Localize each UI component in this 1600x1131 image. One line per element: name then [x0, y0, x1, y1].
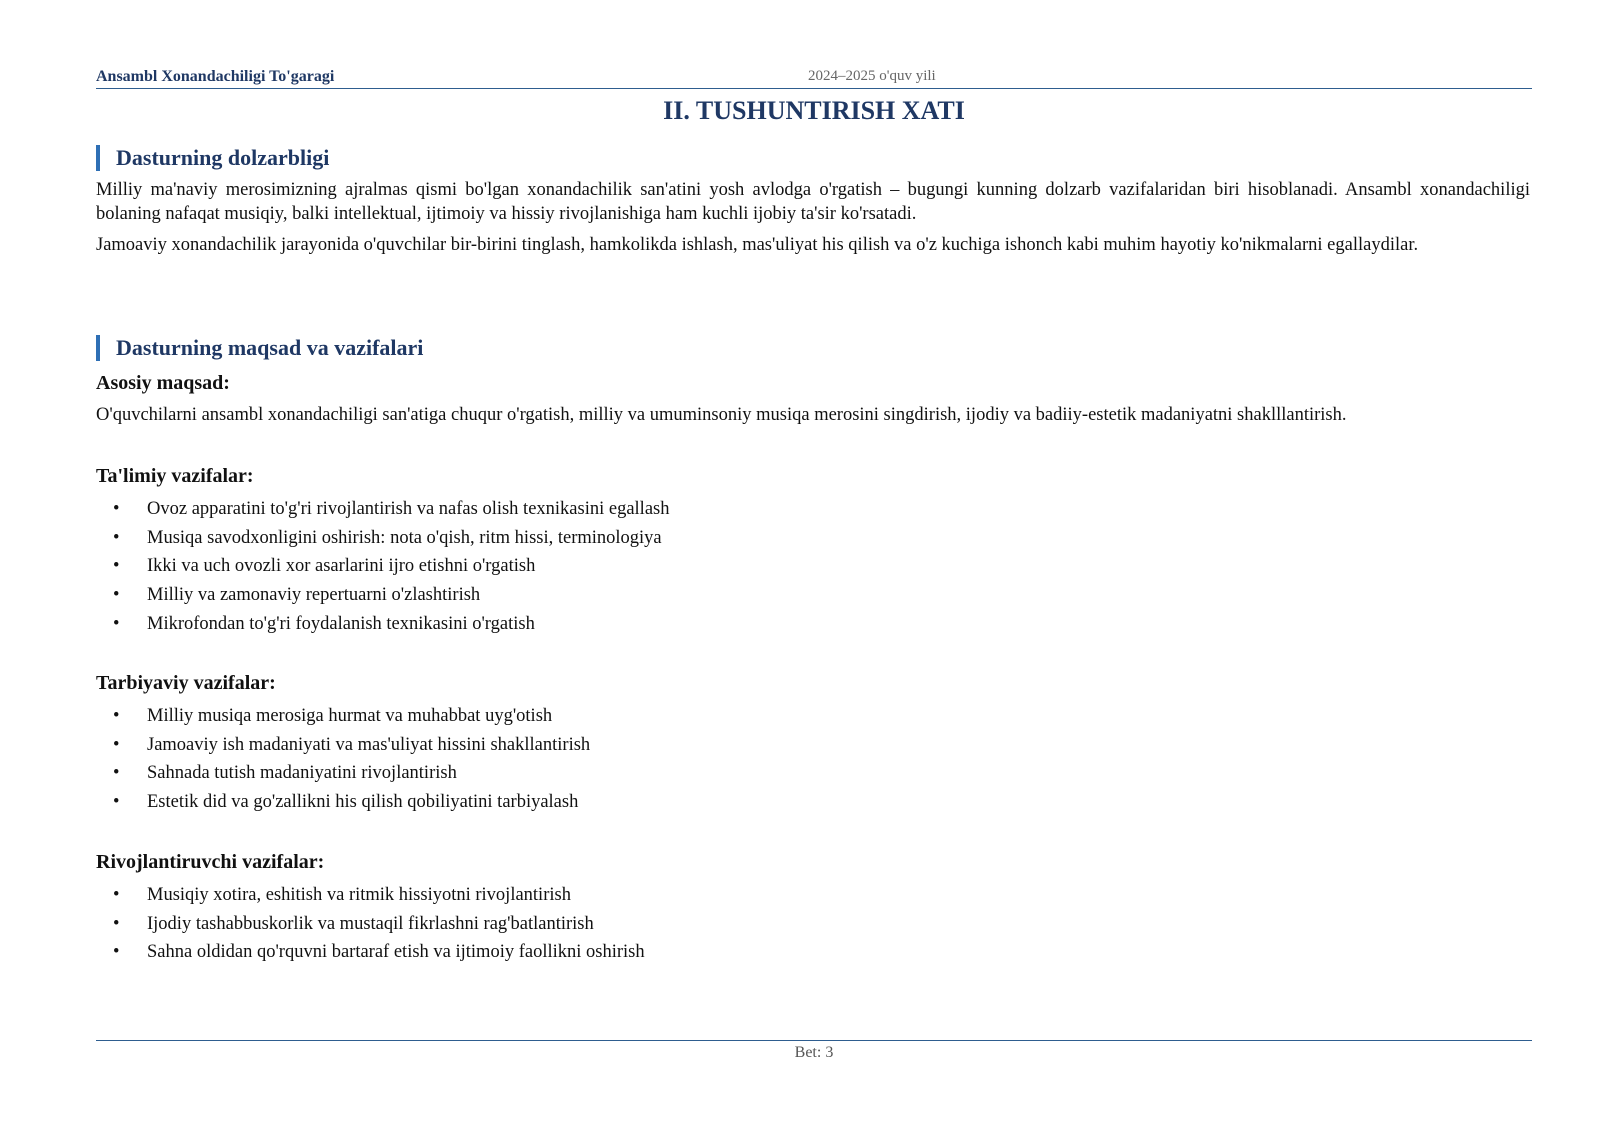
section-heading-relevance: Dasturning dolzarbligi	[96, 145, 329, 171]
list-item	[96, 524, 669, 553]
developmental-tasks-list	[96, 881, 645, 967]
main-goal-label: Asosiy maqsad:	[96, 372, 230, 394]
page-title: II. TUSHUNTIRISH XATI	[663, 96, 965, 125]
list-item	[96, 552, 669, 581]
educational-tasks-list	[96, 495, 669, 638]
list-item	[96, 495, 669, 524]
bullet-icon: •	[113, 613, 120, 634]
list-item	[96, 881, 645, 910]
page-header	[96, 66, 1532, 89]
bullet-icon: •	[113, 885, 120, 905]
section-heading-goals: Dasturning maqsad va vazifalari	[96, 335, 423, 361]
upbringing-tasks-list	[96, 702, 590, 817]
list-item	[96, 610, 669, 639]
list-item	[96, 938, 645, 967]
list-item-text: Ikki va uch ovozli xor asarlarini ijro etishni o'rgatish	[147, 556, 536, 577]
list-item-text: Sahna oldidan qo'rquvni bartaraf etish va ijtimoiy faollikni oshirish	[147, 942, 645, 963]
list-item-text: Musiqa savodxonligini oshirish: nota o'qish, ritm hissi, terminologiya	[147, 527, 662, 548]
page-number: Bet: 3	[794, 1044, 834, 1061]
page-footer	[96, 1040, 1532, 1061]
list-item	[96, 702, 590, 731]
bullet-icon: •	[113, 706, 120, 726]
list-item	[96, 910, 645, 939]
bullet-icon: •	[113, 556, 120, 577]
bullet-icon: •	[113, 913, 120, 934]
list-item-text: Ijodiy tashabbuskorlik va mustaqil fikrlashni rag'batlantirish	[147, 913, 594, 934]
header-club-name: Ansambl Xonandachiligi To'garagi	[96, 68, 335, 85]
list-item-text: Musiqiy xotira, eshitish va ritmik hissiyotni rivojlantirish	[147, 885, 571, 905]
bullet-icon: •	[113, 734, 120, 755]
list-item	[96, 581, 669, 610]
list-item-text: Ovoz apparatini to'g'ri rivojlantirish va nafas olish texnikasini egallash	[147, 499, 670, 519]
header-academic-year: 2024–2025 o'quv yili	[808, 68, 936, 84]
developmental-tasks-label: Rivojlantiruvchi vazifalar:	[96, 851, 325, 873]
list-item	[96, 731, 590, 760]
relevance-paragraph-2: Jamoaviy xonandachilik jarayonida o'quvchilar bir-birini tinglash, hamkolikda ishlash, mas'uliyat his qilish va o'z kuchiga ishonch kabi muhim hayotiy ko'nikmalarni egallaydilar.	[96, 235, 1419, 255]
main-goal-text: O'quvchilarni ansambl xonandachiligi san'atiga chuqur o'rgatish, milliy va umuminsoniy musiqa merosini singdirish, ijodiy va badiiy-estetik madaniyatni shaklllantirish.	[96, 405, 1347, 425]
bullet-icon: •	[113, 792, 120, 813]
bullet-icon: •	[113, 763, 120, 784]
list-item-text: Milliy musiqa merosiga hurmat va muhabbat uyg'otish	[147, 706, 553, 726]
list-item-text: Estetik did va go'zallikni his qilish qobiliyatini tarbiyalash	[147, 792, 579, 813]
list-item-text: Mikrofondan to'g'ri foydalanish texnikasini o'rgatish	[147, 613, 535, 634]
list-item	[96, 759, 590, 788]
bullet-icon: •	[113, 527, 120, 548]
list-item	[96, 788, 590, 817]
upbringing-tasks-label: Tarbiyaviy vazifalar:	[96, 672, 276, 694]
educational-tasks-label: Ta'limiy vazifalar:	[96, 465, 254, 487]
list-item-text: Milliy va zamonaviy repertuarni o'zlashtirish	[147, 585, 481, 606]
bullet-icon: •	[113, 499, 120, 519]
relevance-paragraph-1: Milliy ma'naviy merosimizning ajralmas qismi bo'lgan xonandachilik san'atini yosh avlodga o'rgatish – bugungi kunning dolzarb vazifalaridan biri hisoblanadi. Ansambl xonandachiligi bolaning nafaqat musiqiy, balki intellektual, ijtimoiy va hissiy rivojlanishiga ham kuchli ijobiy ta'sir ko'rsatadi.	[96, 180, 1530, 224]
list-item-text: Sahnada tutish madaniyatini rivojlantirish	[147, 763, 457, 784]
bullet-icon: •	[113, 585, 120, 606]
bullet-icon: •	[113, 942, 120, 963]
list-item-text: Jamoaviy ish madaniyati va mas'uliyat hissini shakllantirish	[147, 734, 591, 755]
